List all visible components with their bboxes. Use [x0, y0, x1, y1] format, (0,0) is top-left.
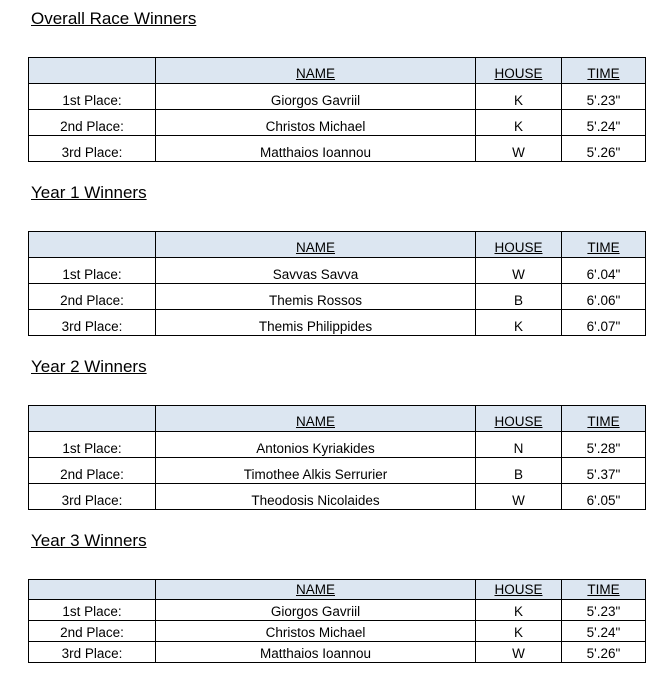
- header-row: [29, 580, 646, 600]
- section-title-year-3: Year 3 Winners: [31, 531, 147, 550]
- header-time: TIME: [562, 406, 646, 432]
- place-cell: 2nd Place:: [29, 458, 156, 484]
- name-cell: Themis Philippides: [156, 310, 476, 336]
- house-cell: B: [476, 284, 562, 310]
- header-place: [29, 406, 156, 432]
- name-cell: Matthaios Ioannou: [156, 642, 476, 663]
- name-cell: Christos Michael: [156, 110, 476, 136]
- header-place: [29, 232, 156, 258]
- time-cell: 5'.23": [562, 84, 646, 110]
- results-table-year-3: [28, 579, 646, 663]
- time-cell: 6'.04": [562, 258, 646, 284]
- section-title-overall: Overall Race Winners: [31, 9, 197, 28]
- table-row: [29, 600, 646, 621]
- time-cell: 5'.26": [562, 642, 646, 663]
- house-cell: N: [476, 432, 562, 458]
- time-cell: 6'.07": [562, 310, 646, 336]
- table-row: [29, 136, 646, 162]
- table-row: [29, 258, 646, 284]
- name-cell: Theodosis Nicolaides: [156, 484, 476, 510]
- header-name: NAME: [156, 232, 476, 258]
- section-title-year-2: Year 2 Winners: [31, 357, 147, 376]
- name-cell: Giorgos Gavriil: [156, 600, 476, 621]
- name-cell: Matthaios Ioannou: [156, 136, 476, 162]
- header-row: [29, 58, 646, 84]
- house-cell: K: [476, 84, 562, 110]
- header-house: HOUSE: [476, 580, 562, 600]
- place-cell: 2nd Place:: [29, 621, 156, 642]
- header-name: NAME: [156, 580, 476, 600]
- name-cell: Antonios Kyriakides: [156, 432, 476, 458]
- place-cell: 3rd Place:: [29, 642, 156, 663]
- table-row: [29, 284, 646, 310]
- table-row: [29, 642, 646, 663]
- place-cell: 3rd Place:: [29, 484, 156, 510]
- table-row: [29, 621, 646, 642]
- time-cell: 6'.05": [562, 484, 646, 510]
- header-row: [29, 232, 646, 258]
- house-cell: W: [476, 642, 562, 663]
- time-cell: 5'.28": [562, 432, 646, 458]
- house-cell: K: [476, 621, 562, 642]
- time-cell: 5'.24": [562, 621, 646, 642]
- time-cell: 5'.37": [562, 458, 646, 484]
- time-cell: 6'.06": [562, 284, 646, 310]
- header-house: HOUSE: [476, 232, 562, 258]
- name-cell: Themis Rossos: [156, 284, 476, 310]
- place-cell: 1st Place:: [29, 84, 156, 110]
- house-cell: K: [476, 310, 562, 336]
- header-place: [29, 58, 156, 84]
- results-table-year-2: [28, 405, 646, 510]
- header-place: [29, 580, 156, 600]
- header-time: TIME: [562, 580, 646, 600]
- header-house: HOUSE: [476, 406, 562, 432]
- header-name: NAME: [156, 58, 476, 84]
- time-cell: 5'.23": [562, 600, 646, 621]
- house-cell: B: [476, 458, 562, 484]
- header-name: NAME: [156, 406, 476, 432]
- name-cell: Giorgos Gavriil: [156, 84, 476, 110]
- results-table-year-1: [28, 231, 646, 336]
- house-cell: W: [476, 484, 562, 510]
- results-table-overall: [28, 57, 646, 162]
- place-cell: 1st Place:: [29, 432, 156, 458]
- header-house: HOUSE: [476, 58, 562, 84]
- table-row: [29, 458, 646, 484]
- table-row: [29, 110, 646, 136]
- header-row: [29, 406, 646, 432]
- place-cell: 3rd Place:: [29, 310, 156, 336]
- place-cell: 1st Place:: [29, 258, 156, 284]
- place-cell: 2nd Place:: [29, 110, 156, 136]
- name-cell: Savvas Savva: [156, 258, 476, 284]
- house-cell: W: [476, 258, 562, 284]
- time-cell: 5'.26": [562, 136, 646, 162]
- house-cell: K: [476, 110, 562, 136]
- table-row: [29, 84, 646, 110]
- name-cell: Christos Michael: [156, 621, 476, 642]
- place-cell: 3rd Place:: [29, 136, 156, 162]
- table-row: [29, 432, 646, 458]
- house-cell: W: [476, 136, 562, 162]
- header-time: TIME: [562, 58, 646, 84]
- place-cell: 1st Place:: [29, 600, 156, 621]
- house-cell: K: [476, 600, 562, 621]
- name-cell: Timothee Alkis Serrurier: [156, 458, 476, 484]
- place-cell: 2nd Place:: [29, 284, 156, 310]
- section-title-year-1: Year 1 Winners: [31, 183, 147, 202]
- time-cell: 5'.24": [562, 110, 646, 136]
- table-row: [29, 484, 646, 510]
- table-row: [29, 310, 646, 336]
- header-time: TIME: [562, 232, 646, 258]
